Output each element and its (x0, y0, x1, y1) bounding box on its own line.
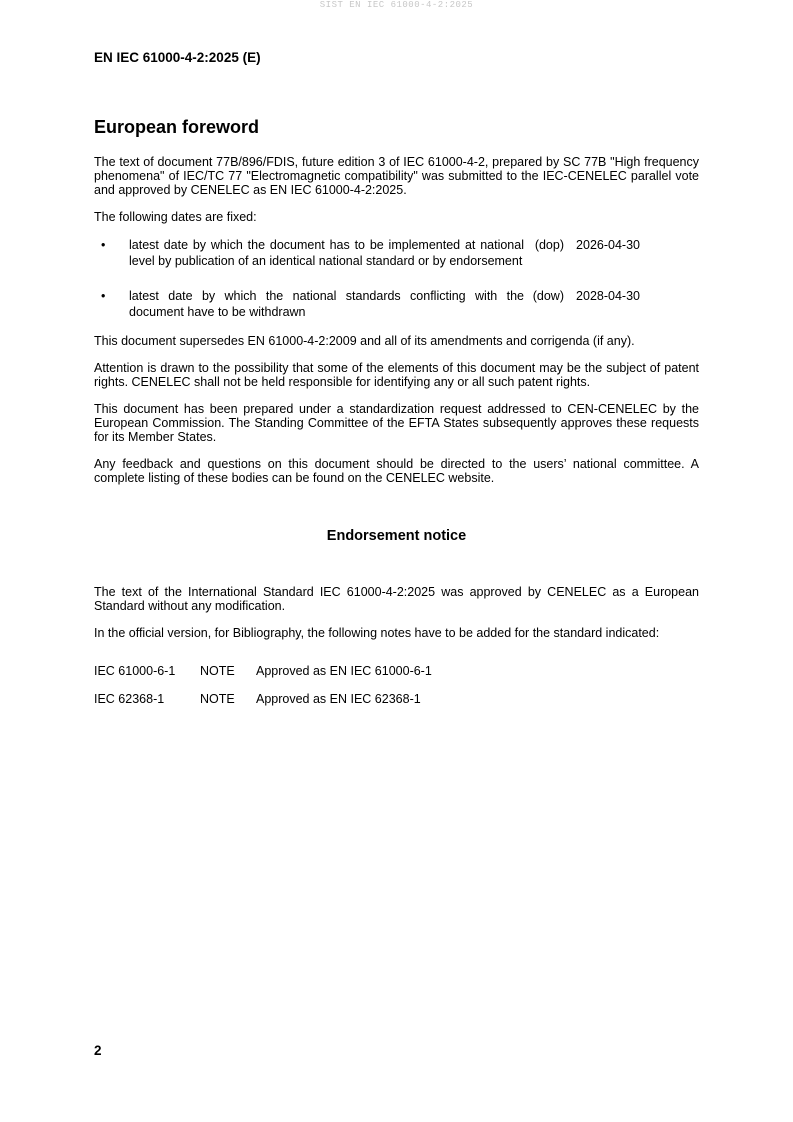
bibliography-intro-paragraph: In the official version, for Bibliography, the following notes have to be added for the standard indicated: (94, 626, 660, 640)
bibliography-notes (94, 664, 699, 707)
date-value: 2026-04-30 (576, 238, 640, 252)
mandate-paragraph: This document has been prepared under a standardization request addressed to CEN-CENELEC by the European Commission. The Standing Committee of the EFTA States subsequently approves these requests for its Member States. (94, 402, 699, 444)
endorsement-title: Endorsement notice (326, 528, 467, 544)
foreword-title: European foreword (94, 117, 260, 137)
list-item (94, 288, 699, 320)
note-text: Approved as EN IEC 61000-6-1 (256, 664, 432, 678)
note-label: NOTE (200, 664, 235, 678)
document-id-header: EN IEC 61000-4-2:2025 (E) (94, 50, 261, 65)
bullet-icon: • (101, 238, 106, 252)
supersedes-paragraph: This document supersedes EN 61000-4-2:2009 and all of its amendments and corrigenda (if any). (94, 334, 635, 348)
note-row (94, 692, 699, 707)
date-description: latest date by which the national standards conflicting with the document have to be withdrawn (129, 289, 524, 319)
dates-list (94, 237, 699, 320)
date-description: latest date by which the document has to be implemented at national level by publication of an identical national standard or by endorsement (129, 238, 524, 268)
dates-intro-paragraph: The following dates are fixed: (94, 210, 257, 224)
note-row (94, 664, 699, 679)
date-code: (dow) (532, 289, 564, 303)
date-code: (dop) (534, 238, 564, 252)
page-number: 2 (94, 1043, 102, 1058)
foreword-intro-paragraph: The text of document 77B/896/FDIS, future edition 3 of IEC 61000-4-2, prepared by SC 77B "High frequency phenomena" of IEC/TC 77 "Electromagnetic compatibility" was submitted to the IEC-CENELEC parallel vote and approved by CENELEC as EN IEC 61000-4-2:2025. (94, 155, 699, 197)
note-standard: IEC 61000-6-1 (94, 664, 176, 678)
note-standard: IEC 62368-1 (94, 692, 165, 706)
note-label: NOTE (200, 692, 235, 706)
note-text: Approved as EN IEC 62368-1 (256, 692, 421, 706)
patent-paragraph: Attention is drawn to the possibility that some of the elements of this document may be the subject of patent rights. CENELEC shall not be held responsible for identifying any or all such patent rights. (94, 361, 699, 389)
watermark: SIST EN IEC 61000-4-2:2025 (319, 0, 474, 10)
bullet-icon: • (101, 289, 106, 303)
list-item (94, 237, 699, 269)
date-value: 2028-04-30 (576, 289, 640, 303)
feedback-paragraph: Any feedback and questions on this document should be directed to the users’ national committee. A complete listing of these bodies can be found on the CENELEC website. (94, 457, 699, 485)
endorsement-paragraph: The text of the International Standard IEC 61000-4-2:2025 was approved by CENELEC as a European Standard without any modification. (94, 585, 699, 613)
page-content (94, 116, 699, 720)
